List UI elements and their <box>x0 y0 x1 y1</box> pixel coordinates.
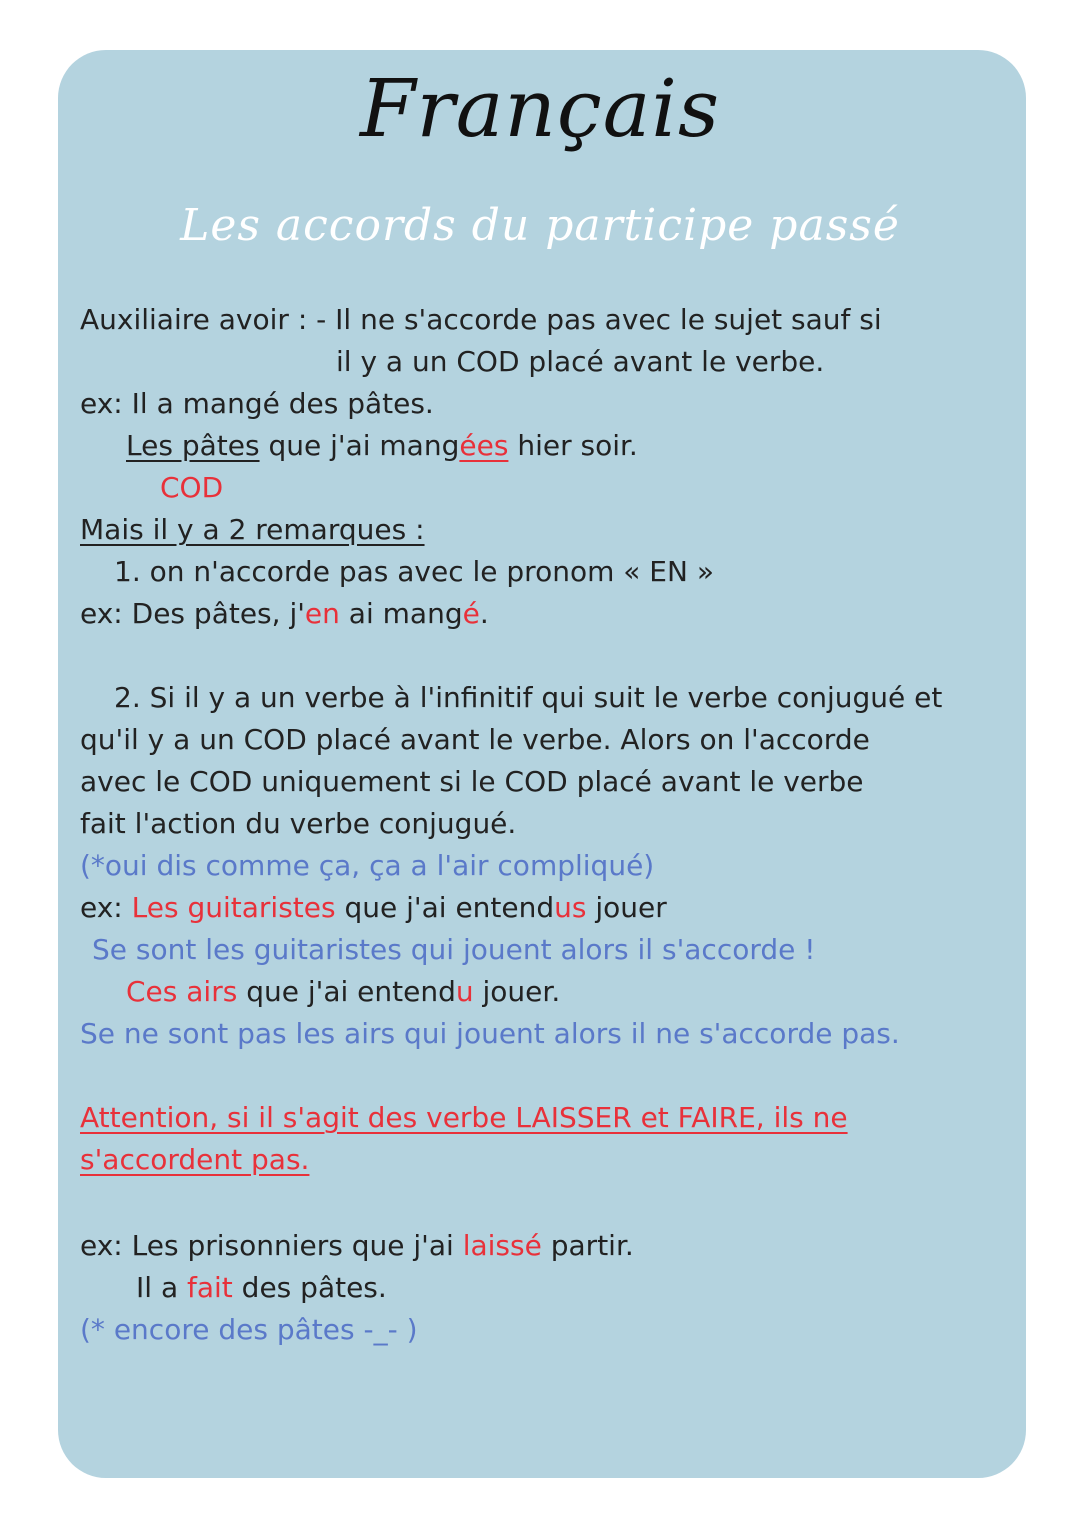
example-rest: jouer. <box>473 975 561 1008</box>
cod-label: COD <box>160 471 224 504</box>
verb-laisser: laissé <box>462 1229 542 1262</box>
example-prefix: ex: <box>80 1229 132 1262</box>
example-mid: que j'ai mang <box>259 429 460 462</box>
example-6 <box>136 1268 387 1308</box>
example-prefix: ex: <box>80 891 132 924</box>
remark-1-example <box>80 594 489 634</box>
page-subtitle: Les accords du participe passé <box>180 200 900 251</box>
example-1 <box>80 384 434 424</box>
example-text: partir. <box>541 1229 634 1262</box>
example-3-note: Se sont les guitaristes qui jouent alors il s'accorde ! <box>92 933 816 966</box>
example-6-aside: (* encore des pâtes -_- ) <box>80 1313 418 1346</box>
remark-2-line4: fait l'action du verbe conjugué. <box>80 807 517 840</box>
remarks-heading: Mais il y a 2 remarques : <box>80 513 425 546</box>
rule-avoir-line1: Auxiliaire avoir : - Il ne s'accorde pas avec le sujet sauf si <box>80 303 882 336</box>
rule-avoir-line2: il y a un COD placé avant le verbe. <box>336 345 825 378</box>
example-5 <box>80 1226 634 1266</box>
example-rest: hier soir. <box>508 429 638 462</box>
example-text: ai mang <box>339 597 463 630</box>
agreement-ending: é <box>462 597 480 630</box>
example-rest: jouer <box>586 891 667 924</box>
example-text: . <box>479 597 489 630</box>
attention-line2: s'accordent pas. <box>80 1143 310 1176</box>
remark-2-line1: 2. Si il y a un verbe à l'infinitif qui suit le verbe conjugué et <box>114 681 943 714</box>
attention-line1: Attention, si il s'agit des verbe LAISSER et FAIRE, ils ne <box>80 1101 848 1134</box>
remark-2-line2: qu'il y a un COD placé avant le verbe. Alors on l'accorde <box>80 723 870 756</box>
example-mid: que j'ai entend <box>237 975 456 1008</box>
example-text: Il a <box>136 1271 187 1304</box>
example-4-note: Se ne sont pas les airs qui jouent alors il ne s'accorde pas. <box>80 1017 900 1050</box>
example-text: des pâtes. <box>232 1271 387 1304</box>
agreement-ending: u <box>455 975 474 1008</box>
remark-2-aside: (*oui dis comme ça, ça a l'air compliqué) <box>80 849 655 882</box>
example-4 <box>126 972 560 1012</box>
agreement-ending: ées <box>459 429 509 462</box>
example-mid: que j'ai entend <box>335 891 555 924</box>
cod-words: Les pâtes <box>126 429 260 462</box>
example-2 <box>126 426 638 466</box>
example-subject: Ces airs <box>126 975 238 1008</box>
example-prefix: ex: <box>80 597 132 630</box>
page-title: Français <box>359 62 721 155</box>
example-text: Il a mangé des pâtes. <box>131 387 434 420</box>
example-3 <box>80 888 667 928</box>
verb-faire: fait <box>187 1271 233 1304</box>
example-prefix: ex: <box>80 387 132 420</box>
remark-2-line3: avec le COD uniquement si le COD placé avant le verbe <box>80 765 864 798</box>
agreement-ending: us <box>554 891 587 924</box>
remark-1: 1. on n'accorde pas avec le pronom « EN » <box>114 555 714 588</box>
example-text: Les prisonniers que j'ai <box>131 1229 463 1262</box>
example-text: Des pâtes, j' <box>131 597 305 630</box>
pronoun-en: en <box>304 597 340 630</box>
example-subject: Les guitaristes <box>131 891 336 924</box>
